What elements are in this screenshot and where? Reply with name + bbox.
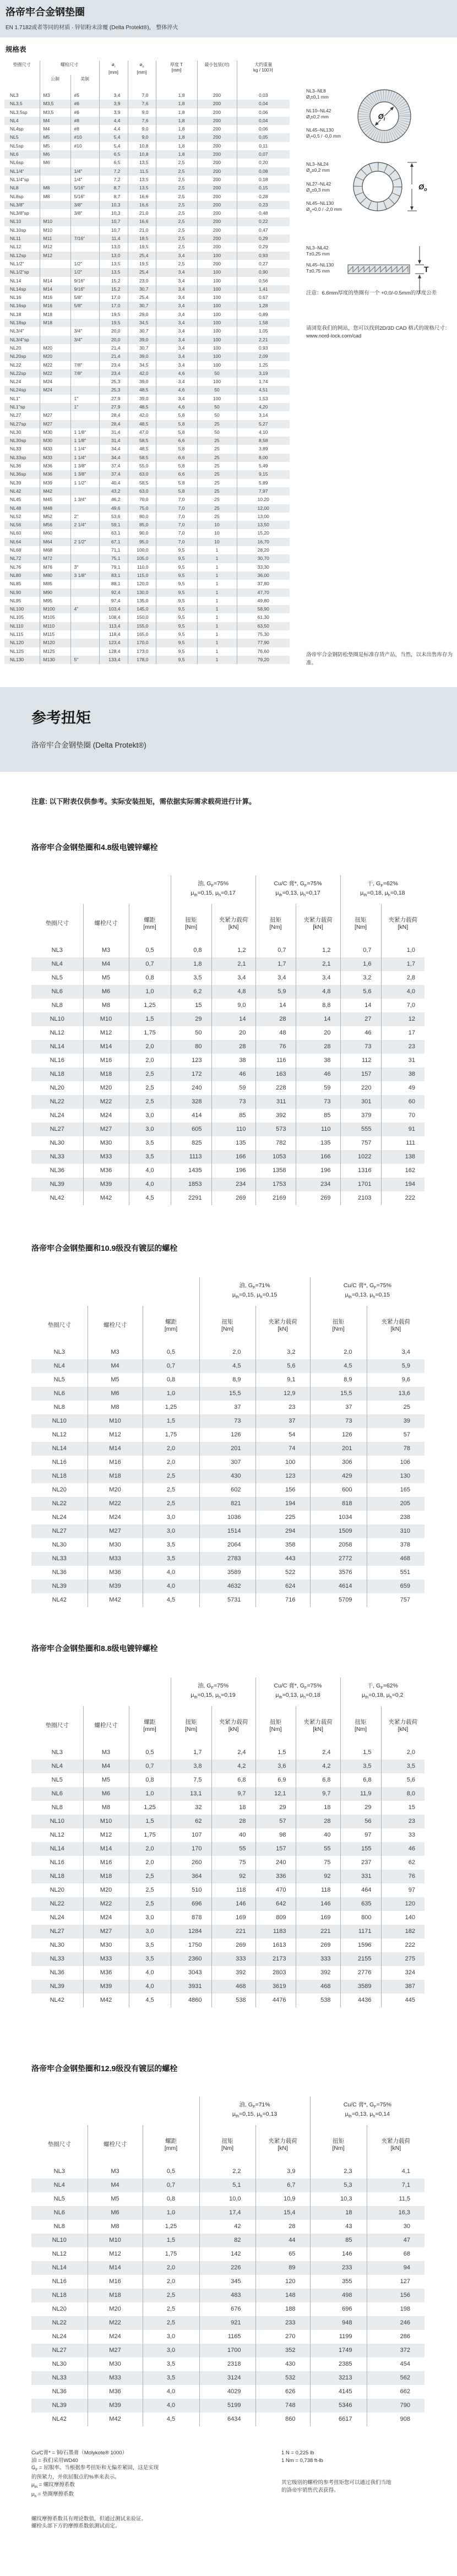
- group-header-dry: 干, $G_F=62\%$ $\mu_{th}=0,18$, $\mu_h=0,18$: [340, 875, 425, 904]
- spec-table-header: [4, 61, 290, 91]
- torque-table-row: NL12 M12 1,75 50 20 48 20 46 17: [31, 1026, 425, 1040]
- inner-diameter-tolerances: [306, 88, 457, 147]
- tolerance-item: NL3–NL24 $Ø_o\pm 0,2$ mm: [306, 161, 330, 175]
- col-header-outer-diameter: $ø_o$ [mm]: [128, 61, 156, 91]
- torque-table-row: NL22 M22 2,5 696 146 642 146 635 120: [31, 1897, 425, 1911]
- stock-availability-note: 洛帝牢合金钢防松垫圈是标准存货产品，当然，以未出售库存为准。: [306, 652, 453, 666]
- spec-table-row: NL12sp M12 13,0 25,4 3,4 100 0,93: [4, 252, 290, 260]
- col-header-pitch: 螺距 [mm]: [129, 1706, 171, 1746]
- torque-table-row: NL8 M8 1,25 42 28 43 30: [31, 2220, 425, 2234]
- spec-table-row: NL3 M3 #5 3,4 7,0 1,8 200 0,03: [4, 91, 290, 100]
- spec-table-row: NL85 M85 88,1 120,0 9,5 1 37,80: [4, 580, 290, 588]
- spec-table-row: NL20 M20 21,4 30,7 3,4 100 0,93: [4, 344, 290, 352]
- torque-table-row: NL8 M8 1,25 37 23 37 25: [31, 1401, 425, 1414]
- footnote-line: 其它级别的螺栓的参考扭矩您可以通过我们当地: [281, 2480, 391, 2486]
- spec-table: [4, 61, 290, 664]
- tolerance-item: NL10–NL42 $Ø_i\pm 0,2$ mm: [306, 107, 331, 121]
- spec-table-row: NL100 M100 4" 103,4 145,0 9,5 1 58,90: [4, 605, 290, 613]
- torque-table-row: NL33 M33 3,5 2360 333 2173 333 2155 275: [31, 1952, 425, 1966]
- torque-table-row: NL18 M18 2,5 172 46 163 46 157 38: [31, 1068, 425, 1081]
- spec-table-row: NL14sp M14 9/16" 15,2 30,7 3,4 100 1,41: [4, 285, 290, 293]
- spec-table-row: NL48 M48 49,6 75,0 7,0 25 12,00: [4, 504, 290, 513]
- tolerance-item: NL3–NL42 T±0,25 mm: [306, 245, 330, 257]
- footnote-line: 1 Nm = 0,738 ft-lb: [281, 2457, 323, 2464]
- torque-table-row: NL6 M6 1,0 17,4 15,4 18 16,3: [31, 2206, 425, 2220]
- torque-table-row: NL18 M18 2,5 364 92 336 92 331 76: [31, 1870, 425, 1883]
- torque-table-row: NL42 M42 4,5 4860 538 4476 538 4436 445: [31, 1994, 425, 2007]
- spec-table-row: NL3/8" 3/8" 10,3 16,6 2,5 200 0,23: [4, 201, 290, 209]
- torque-table-row: NL10 M10 1,5 73 37 73 39: [31, 1414, 425, 1428]
- torque-table-row: NL6 M6 1,0 6,2 4,8 5,9 4,8 5,6 4,0: [31, 985, 425, 999]
- spec-table-row: NL33 M33 1 1/4" 34,4 48,5 5,8 25 3,89: [4, 445, 290, 453]
- torque-table-row: NL20 M20 2,5 602 156 600 165: [31, 1483, 425, 1497]
- col-header-bolt-size: 螺栓尺寸: [83, 1706, 129, 1746]
- col-header-torque: 扭矩 [Nm]: [310, 2125, 367, 2165]
- torque-table-row: NL42 M42 4,5 6434 860 6617 908: [31, 2412, 425, 2426]
- torque-table-row: NL18 M18 2,5 483 148 498 156: [31, 2289, 425, 2302]
- torque-table-row: NL36 M36 4,0 3589 522 3576 551: [31, 1566, 425, 1580]
- spec-table-row: NL130 M130 5" 133,4 178,0 9,5 1 79,20: [4, 656, 290, 664]
- col-header-clamp-load: 夹紧力载荷 [kN]: [255, 1306, 310, 1346]
- spec-table-row: NL39 M39 1 1/2" 40,4 58,5 5,8 25 5,89: [4, 479, 290, 487]
- col-header-pitch: 螺距 [mm]: [129, 904, 171, 944]
- torque-table-row: NL39 M39 4,0 1853 234 1753 234 1701 194: [31, 1178, 425, 1191]
- spec-table-row: NL8sp M8 5/16" 8,7 16,6 2,5 200 0,28: [4, 193, 290, 201]
- torque-table-row: NL39 M39 4,0 4632 624 4614 659: [31, 1580, 425, 1593]
- torque-table-row: NL18 M18 2,5 430 123 429 130: [31, 1469, 425, 1483]
- spec-table-row: NL90 M90 92,4 130,0 9,5 1 47,70: [4, 589, 290, 597]
- torque-table-body: [31, 1746, 425, 2007]
- footnote-line: 螺纹摩擦系数具有理论数值，但通过测试来验证。: [31, 2515, 147, 2522]
- torque-table-row: NL20 M20 2,5 676 188 696 198: [31, 2302, 425, 2316]
- footnotes-right: [281, 2449, 447, 2494]
- torque-table-body: [31, 944, 425, 1205]
- torque-table-row: NL14 M14 2,0 170 55 157 55 155 46: [31, 1842, 425, 1856]
- torque-table-row: NL8 M8 1,25 15 9,0 14 8,8 14 7,0: [31, 999, 425, 1012]
- footnote-line: [31, 2501, 274, 2508]
- torque-table-row: NL20 M20 2,5 510 118 470 118 464 97: [31, 1883, 425, 1897]
- spec-table-row: NL1" 1" 27,9 39,0 3,4 100 1,53: [4, 395, 290, 403]
- col-header-bolt-size: 螺栓尺寸: [83, 904, 129, 944]
- group-header-dry: 干, $G_F=62\%$ $\mu_{th}=0,18$, $\mu_h=0,2$: [340, 1678, 425, 1706]
- torque-table-body: [31, 1346, 425, 1607]
- spec-table-row: NL95 M95 97,4 135,0 9,5 1 49,80: [4, 597, 290, 605]
- torque-table-row: NL24 M24 3,0 1165 270 1199 286: [31, 2330, 425, 2344]
- torque-table-row: NL33 M33 3,5 3124 532 3213 562: [31, 2371, 425, 2385]
- torque-table-row: NL12 M12 1,75 107 40 98 40 97 33: [31, 1828, 425, 1842]
- col-header-clamp-load: 夹紧力载荷 [kN]: [296, 904, 340, 944]
- spec-table-heading: 规格表: [6, 46, 26, 53]
- torque-table-4-8: [31, 875, 425, 1205]
- torque-table-row: NL39 M39 4,0 3931 468 3619 468 3589 387: [31, 1980, 425, 1994]
- col-header-torque: 扭矩 [Nm]: [199, 2125, 255, 2165]
- torque-table-row: NL6 M6 1,0 15,5 12,9 15,5 13,6: [31, 1387, 425, 1401]
- torque-table-row: NL27 M27 3,0 1284 221 1183 221 1171 182: [31, 1925, 425, 1938]
- spec-table-row: NL1/2"sp 1/2" 13,5 25,4 3,4 100 0,90: [4, 268, 290, 276]
- torque-table-row: NL5 M5 0,8 7,5 6,8 6,9 6,8 6,8 5,6: [31, 1773, 425, 1787]
- spec-table-row: NL60 M60 63,1 90,0 7,0 10 15,20: [4, 529, 290, 537]
- washer-top-view-icon: [353, 86, 415, 146]
- col-header-bolt-size: 螺栓尺寸: [88, 1306, 143, 1346]
- spec-table-row: NL76 M76 3" 79,1 110,0 9,5 1 33,30: [4, 563, 290, 571]
- col-header-thickness: 厚度 T [mm]: [156, 61, 197, 91]
- torque-table-row: NL33 M33 3,5 1113 166 1053 166 1022 138: [31, 1150, 425, 1164]
- col-header-pitch: 螺距 [mm]: [143, 1306, 199, 1346]
- outer-diameter-tolerances: [306, 161, 457, 220]
- spec-table-row: NL30 M30 1 1/8" 31,4 47,0 5,8 50 4,10: [4, 428, 290, 437]
- torque-table-row: NL12 M12 1,75 126 54 126 57: [31, 1428, 425, 1442]
- col-header-pitch: 螺距 [mm]: [143, 2125, 199, 2165]
- col-header-washer-size: 垫圈尺寸: [47, 1322, 71, 1329]
- spec-table-row: NL5 M5 #10 5,4 9,0 1,8 200 0,05: [4, 133, 290, 141]
- group-header-cuc-paste: Cu/C 膏*, $G_F=75\%$ $\mu_{th}=0,13$, $\mu_h=0,15$: [310, 1277, 425, 1306]
- torque-table-row: NL5 M5 0,8 3,5 3,4 3,4 3,4 3,2 2,8: [31, 971, 425, 985]
- torque-table-row: NL24 M24 3,0 1036 225 1034 238: [31, 1511, 425, 1524]
- torque-table-row: NL30 M30 3,5 2064 358 2058 378: [31, 1538, 425, 1552]
- spec-table-row: NL1/4"sp 1/4" 7,2 13,5 2,5 200 0,18: [4, 176, 290, 184]
- footnote-line: 螺栓头部下方的摩擦系数依测试而定。: [31, 2523, 121, 2530]
- spec-table-row: NL12 M12 13,0 19,5 2,5 200 0,29: [4, 243, 290, 251]
- footnote-line: [31, 2508, 274, 2515]
- footnote-line: $\mu_h$ = 垫圈摩擦系数: [31, 2491, 74, 2499]
- footnote-line: 1 N = 0,225 lb: [281, 2450, 314, 2456]
- svg-text:T: T: [424, 265, 429, 274]
- col-header-clamp-load: 夹紧力载荷 [kN]: [381, 1706, 425, 1746]
- spec-table-row: NL10sp M10 10,7 21,0 2,5 200 0,47: [4, 226, 290, 235]
- torque-table-row: NL3 M3 0,5 1,7 2,4 1,5 2,4 1,5 2,0: [31, 1746, 425, 1760]
- spec-table-row: NL27sp M27 28,4 48,5 5,8 25 5,27: [4, 420, 290, 428]
- spec-table-row: NL1/4" 1/4" 7,2 11,5 2,5 200 0,08: [4, 167, 290, 176]
- torque-table-row: NL27 M27 3,0 1700 352 1749 372: [31, 2344, 425, 2357]
- torque-table-row: NL36 M36 4,0 4029 626 4145 662: [31, 2385, 425, 2399]
- spec-table-row: NL3,5sp M3,5 #6 3,9 9,0 1,8 200 0,06: [4, 108, 290, 117]
- torque-table-row: NL16 M16 2,0 260 75 240 75 237 62: [31, 1856, 425, 1870]
- spec-table-row: NL22 M22 7/8" 23,4 34,5 3,4 100 1,25: [4, 361, 290, 369]
- col-header-clamp-load: 夹紧力载荷 [kN]: [381, 904, 425, 944]
- reference-torque-band: [0, 687, 457, 772]
- spec-table-row: NL52 M52 2" 53,6 80,0 7,0 25 13,00: [4, 513, 290, 521]
- col-header-clamp-load: 夹紧力载荷 [kN]: [255, 2125, 310, 2165]
- spec-table-row: NL56 M56 2 1/4" 59,1 85,0 7,0 10 13,50: [4, 521, 290, 529]
- spec-table-row: NL22sp M22 7/8" 23,4 42,0 4,6 50 3,19: [4, 369, 290, 378]
- col-header-torque: 扭矩 [Nm]: [199, 1306, 255, 1346]
- torque-table-row: NL42 M42 4,5 2291 269 2169 269 2103 222: [31, 1191, 425, 1205]
- col-header-washer-size: 垫圈尺寸: [47, 2141, 71, 2148]
- torque-table-row: NL33 M33 3,5 2783 443 2772 468: [31, 1552, 425, 1566]
- spec-table-row: NL27 M27 28,4 42,0 5,8 50 3,14: [4, 411, 290, 420]
- spec-table-row: NL1"sp 1" 27,9 48,5 4,6 50 4,20: [4, 403, 290, 411]
- col-header-inner-diameter: $ø_i$ [mm]: [99, 61, 128, 91]
- torque-table-row: NL10 M10 1,5 62 28 57 28 56 23: [31, 1815, 425, 1828]
- tolerance-item: NL45–NL130 T±0,75 mm: [306, 262, 334, 274]
- tolerance-diagram-column: [306, 88, 457, 374]
- torque-table-3-title: 洛帝牢合金钢垫圈和8.8级电镀锌螺栓: [31, 1644, 158, 1653]
- torque-table-row: NL5 M5 0,8 10,0 10,9 10,3 11,5: [31, 2192, 425, 2206]
- torque-table-row: NL6 M6 1,0 13,1 9,7 12,1 9,7 11,9 8,0: [31, 1787, 425, 1801]
- torque-table-row: NL30 M30 3,5 825 135 782 135 757 111: [31, 1136, 425, 1150]
- footnote-line: $\mu_{th}$ = 螺纹摩擦系数: [31, 2481, 75, 2489]
- spec-table-row: NL24 M24 25,3 39,0 3,4 100 1,74: [4, 378, 290, 386]
- torque-table-row: NL14 M14 2,0 226 89 233 94: [31, 2261, 425, 2275]
- footnote-line: [281, 2464, 447, 2472]
- col-header-imperial: 美制: [70, 75, 99, 91]
- torque-table-body: [31, 2165, 425, 2426]
- group-header-oil: 油, $G_F=71\%$ $\mu_{th}=0,15$, $\mu_h=0,15$: [199, 1277, 310, 1306]
- torque-table-row: NL12 M12 1,75 142 65 146 68: [31, 2247, 425, 2261]
- torque-table-row: NL4 M4 0,7 3,8 4,2 3,6 4,2 3,5 3,5: [31, 1760, 425, 1773]
- torque-table-row: NL14 M14 2,0 80 28 76 28 73 23: [31, 1040, 425, 1054]
- torque-table-row: NL4 M4 0,7 1,8 2,1 1,7 2,1 1,6 1,7: [31, 957, 425, 971]
- spec-table-row: NL64 M64 2 1/2" 67,1 95,0 7,0 10 16,70: [4, 538, 290, 546]
- page-title: 洛帝牢合金钢垫圈: [6, 7, 85, 18]
- tolerance-item: NL3–NL8 $Ø_i\pm 0,1$ mm: [306, 88, 329, 101]
- spec-table-row: NL125 M125 128,4 173,0 9,5 1 76,60: [4, 647, 290, 656]
- torque-table-row: NL36 M36 4,0 3043 392 2803 392 2776 324: [31, 1966, 425, 1980]
- torque-table-row: NL22 M22 2,5 921 233 948 246: [31, 2316, 425, 2330]
- tolerance-item: NL45–NL130 $Ø_o+0,0 / -2,0$ mm: [306, 200, 342, 214]
- group-header-oil: 油, $G_F=75\%$ $\mu_{th}=0,15$, $\mu_h=0,19$: [171, 1678, 255, 1706]
- footnote-line: 的洛帝牢销售代表获得。: [281, 2487, 339, 2493]
- torque-notice: 注意: 以下附表仅供参考。实际安装扭矩，需依据实际需求载荷进行计算。: [31, 798, 256, 805]
- torque-table-row: NL16 M16 2,0 123 38 116 38 112 31: [31, 1054, 425, 1068]
- tolerance-item: NL45–NL130 $Ø_i+0,5 / -0,0$ mm: [306, 127, 341, 141]
- spec-table-row: NL3/4" 3/4" 20,0 30,7 3,4 100 1,05: [4, 327, 290, 335]
- spec-table-row: NL11 M11 7/16" 11,4 18,5 2,5 200 0,29: [4, 235, 290, 243]
- torque-table-row: NL24 M24 3,0 878 169 809 169 800 140: [31, 1911, 425, 1925]
- spec-table-row: NL10 M10 10,7 16,6 2,5 200 0,22: [4, 217, 290, 226]
- torque-table-row: NL22 M22 2,5 328 73 311 73 301 60: [31, 1095, 425, 1109]
- col-header-wash er-size: 垫圈尺寸: [45, 1722, 69, 1729]
- col-header-torque: 扭矩 [Nm]: [340, 1706, 381, 1746]
- footnotes-left: [31, 2449, 274, 2530]
- col-header-torque: 扭矩 [Nm]: [340, 904, 381, 944]
- col-header-bolt-size: 螺栓尺寸: [40, 61, 99, 75]
- torque-table-row: NL10 M10 1,5 29 14 28 14 27 12: [31, 1012, 425, 1026]
- page-subtitle: EN 1.7182或者等同的材质 · 锌铝粉末涂覆 (Delta Protekt®)， 整体淬火: [6, 25, 178, 31]
- spec-table-row: NL8 M8 5/16" 8,7 13,5 2,5 200 0,15: [4, 184, 290, 192]
- footnote-line: [281, 2472, 447, 2480]
- col-header-clamp-load: 夹紧力载荷 [kN]: [367, 2125, 425, 2165]
- torque-table-row: NL27 M27 3,0 1514 294 1509 310: [31, 1524, 425, 1538]
- torque-table-row: NL39 M39 4,0 5199 748 5346 790: [31, 2399, 425, 2412]
- spec-table-row: NL24sp M24 25,3 48,5 4,6 50 4,51: [4, 386, 290, 394]
- col-header-bolt-size: 螺栓尺寸: [88, 2125, 143, 2165]
- spec-table-row: NL18 M18 19,5 29,0 3,4 100 0,89: [4, 311, 290, 319]
- torque-table-1-title: 洛帝牢合金钢垫圈和4.8级电镀锌螺栓: [31, 843, 158, 852]
- torque-table-row: NL22 M22 2,5 821 194 818 205: [31, 1497, 425, 1511]
- torque-table-row: NL4 M4 0,7 4,5 5,6 4,5 5,9: [31, 1359, 425, 1373]
- spec-table-row: NL4 M4 #8 4,4 7,6 1,8 200 0,04: [4, 117, 290, 125]
- cad-download-note: 请浏览我们的网站，您可以找到2D/3D CAD 格式的规格尺寸：www.nord-lock.com/cad: [306, 325, 450, 339]
- col-header-metric: 公制: [40, 75, 70, 91]
- col-header-torque: 扭矩 [Nm]: [310, 1306, 367, 1346]
- torque-table-row: NL16 M16 2,0 307 100 306 106: [31, 1456, 425, 1469]
- spec-table-row: NL4sp M4 #8 4,4 9,0 1,8 200 0,06: [4, 125, 290, 133]
- spec-table-row: NL16 M16 5/8" 17,0 25,4 3,4 100 0,67: [4, 293, 290, 302]
- spec-table-row: NL18sp M18 19,5 34,5 3,4 100 1,58: [4, 319, 290, 327]
- col-header-clamp-load: 夹紧力载荷 [kN]: [367, 1306, 425, 1346]
- reference-torque-title: 参考扭矩: [31, 710, 91, 726]
- torque-table-row: NL30 M30 3,5 2318 430 2385 454: [31, 2357, 425, 2371]
- spec-table-row: NL1/2" 1/2" 13,5 19,5 2,5 200 0,27: [4, 260, 290, 268]
- spec-table-row: NL6sp M6 6,5 13,5 2,5 200 0,20: [4, 159, 290, 167]
- col-header-torque: 扭矩 [Nm]: [171, 904, 211, 944]
- torque-table-row: NL42 M42 4,5 5731 716 5709 757: [31, 1593, 425, 1607]
- thickness-tolerance-note: 注意：6.6mm厚度的垫圈有一个 +0,0/-0.5mm的厚度公差: [306, 290, 437, 296]
- torque-table-row: NL14 M14 2,0 201 74 201 78: [31, 1442, 425, 1456]
- col-header-weight: 大约重量 kg / 100对: [237, 61, 290, 91]
- spec-table-row: NL20sp M20 21,4 39,0 3,4 100 2,09: [4, 352, 290, 361]
- torque-table-2-title: 洛帝牢合金钢垫圈和10.9级没有镀层的螺栓: [31, 1244, 178, 1252]
- group-header-cuc-paste: Cu/C 膏*, $G_F=75\%$ $\mu_{th}=0,13$, $\mu_h=0,17$: [255, 875, 340, 904]
- torque-table-row: NL3 M3 0,5 2,0 3,2 2,0 3,4: [31, 1346, 425, 1359]
- col-header-torque: 扭矩 [Nm]: [171, 1706, 211, 1746]
- reference-torque-subtitle: 洛帝牢合金钢垫圈 (Delta Protekt®): [31, 741, 146, 749]
- col-header-torque: 扭矩 [Nm]: [255, 1706, 296, 1746]
- spec-table-row: NL5sp M5 #10 5,4 10,8 1,8 200 0,11: [4, 142, 290, 150]
- torque-table-row: NL30 M30 3,5 1750 269 1613 269 1596 222: [31, 1938, 425, 1952]
- torque-table-row: NL4 M4 0,7 5,1 6,7 5,3 7,1: [31, 2179, 425, 2192]
- spec-table-row: NL105 M105 108,4 150,0 9,5 1 61,30: [4, 613, 290, 622]
- spec-table-row: NL42 M42 43,2 63,0 5,8 25 7,97: [4, 487, 290, 495]
- spec-table-row: NL6 M6 6,5 10,8 1,8 200 0,07: [4, 150, 290, 159]
- col-header-clamp-load: 夹紧力载荷 [kN]: [211, 904, 255, 944]
- tolerance-item: NL27–NL42 $Ø_o\pm 0,3$ mm: [306, 181, 331, 194]
- spec-table-body: [4, 91, 290, 664]
- group-header-oil: 油, $G_F=75\%$ $\mu_{th}=0,15$, $\mu_h=0,17$: [171, 875, 255, 904]
- spec-table-row: NL3,5 M3,5 #6 3,9 7,6 1,8 200 0,04: [4, 100, 290, 108]
- footnote-line: 油 = 我们采用WD40: [31, 2457, 78, 2464]
- col-header-torque: 扭矩 [Nm]: [255, 904, 296, 944]
- spec-table-row: NL14 M14 9/16" 15,2 23,0 3,4 100 0,56: [4, 277, 290, 285]
- torque-table-row: NL3 M3 0,5 0,8 1,2 0,7 1,2 0,7 1,0: [31, 944, 425, 957]
- torque-table-row: NL3 M3 0,5 2,2 3,9 2,3 4,1: [31, 2165, 425, 2179]
- footnote-line: 的预紧力，并依屈服点的%率来表示。: [31, 2474, 120, 2481]
- spec-table-row: NL80 M80 3 1/8" 83,1 115,0 9,5 1 36,00: [4, 571, 290, 580]
- footnote-line: Cu/C膏* = 铜/石墨膏（Molykote® 1000）: [31, 2450, 128, 2456]
- group-header-cuc-paste: Cu/C 膏*, $G_F=75\%$ $\mu_{th}=0,13$, $\mu_h=0,14$: [310, 2096, 425, 2125]
- torque-table-row: NL20 M20 2,5 240 59 228 59 220 49: [31, 1081, 425, 1095]
- spec-table-row: NL36 M36 1 3/8" 37,4 55,0 5,8 25 5,49: [4, 462, 290, 470]
- col-header-min-pack: 最小包装(对): [197, 61, 237, 91]
- torque-table-row: NL8 M8 1,25 32 18 29 18 29 15: [31, 1801, 425, 1815]
- spec-table-row: NL68 M68 71,1 100,0 9,5 1 28,20: [4, 546, 290, 554]
- torque-table-row: NL27 M27 3,0 605 110 573 110 555 91: [31, 1123, 425, 1136]
- washer-outer-diameter-icon: [350, 156, 433, 217]
- torque-table-row: NL16 M16 2,0 345 120 355 127: [31, 2275, 425, 2289]
- spec-table-row: NL72 M72 75,1 105,0 9,5 1 30,70: [4, 554, 290, 563]
- spec-table-row: NL3/8"sp 3/8" 10,3 21,0 2,5 200 0,48: [4, 209, 290, 217]
- header-band: [0, 0, 457, 37]
- svg-text:Øi: $Ø_i$: [378, 112, 385, 122]
- group-header-oil: 油, $G_F=71\%$ $\mu_{th}=0,15$, $\mu_h=0,13$: [199, 2096, 310, 2125]
- footnote-line: $G_F$ = 屈服率。当根据参考扭矩和无偏差紧固，这是实现: [31, 2465, 159, 2472]
- spec-table-row: NL120 M120 123,4 170,0 9,5 1 77,90: [4, 639, 290, 647]
- torque-table-row: NL5 M5 0,8 8,9 9,1 8,9 9,6: [31, 1373, 425, 1387]
- spec-table-row: NL3/4"sp 3/4" 20,0 39,0 3,4 100 2,21: [4, 336, 290, 344]
- spec-table-row: NL110 M110 113,4 155,0 9,5 1 63,50: [4, 622, 290, 630]
- col-header-clamp-load: 夹紧力载荷 [kN]: [296, 1706, 340, 1746]
- spec-table-row: NL30sp M30 1 1/8" 31,4 58,5 6,6 25 8,58: [4, 437, 290, 445]
- col-header-washer-size: 垫圈尺寸: [13, 62, 31, 67]
- torque-table-4-title: 洛帝牢合金钢垫圈和12.9级没有镀层的螺栓: [31, 2064, 178, 2073]
- spec-table-row: NL36sp M36 1 3/8" 37,4 63,0 6,6 25 9,15: [4, 470, 290, 478]
- svg-text:Øo: $Ø_o$: [418, 183, 427, 192]
- spec-table-row: NL33sp M33 1 1/4" 34,4 58,5 6,6 25 8,00: [4, 454, 290, 462]
- torque-table-12-9: [31, 2096, 425, 2426]
- spec-table-row: NL115 M115 118,4 165,0 9,5 1 75,30: [4, 630, 290, 639]
- torque-table-10-9: [31, 1277, 425, 1607]
- col-header-clamp-load: 夹紧力载荷 [kN]: [211, 1706, 255, 1746]
- group-header-cuc-paste: Cu/C 膏*, $G_F=75\%$ $\mu_{th}=0,13$, $\mu_h=0,18$: [255, 1678, 340, 1706]
- torque-table-row: NL36 M36 4,0 1435 196 1358 196 1316 162: [31, 1164, 425, 1178]
- torque-table-8-8: [31, 1678, 425, 2007]
- torque-table-row: NL10 M10 1,5 82 44 85 47: [31, 2234, 425, 2247]
- spec-table-row: NL45 M45 1 3/4" 46,2 70,0 7,0 25 10,20: [4, 495, 290, 504]
- spec-table-row: NL16sp M16 5/8" 17,0 30,7 3,4 100 1,28: [4, 302, 290, 310]
- torque-table-row: NL24 M24 3,0 414 85 392 85 379 70: [31, 1109, 425, 1123]
- col-header-washer-size: 垫圈尺寸: [45, 920, 69, 927]
- thickness-tolerances: [306, 245, 457, 279]
